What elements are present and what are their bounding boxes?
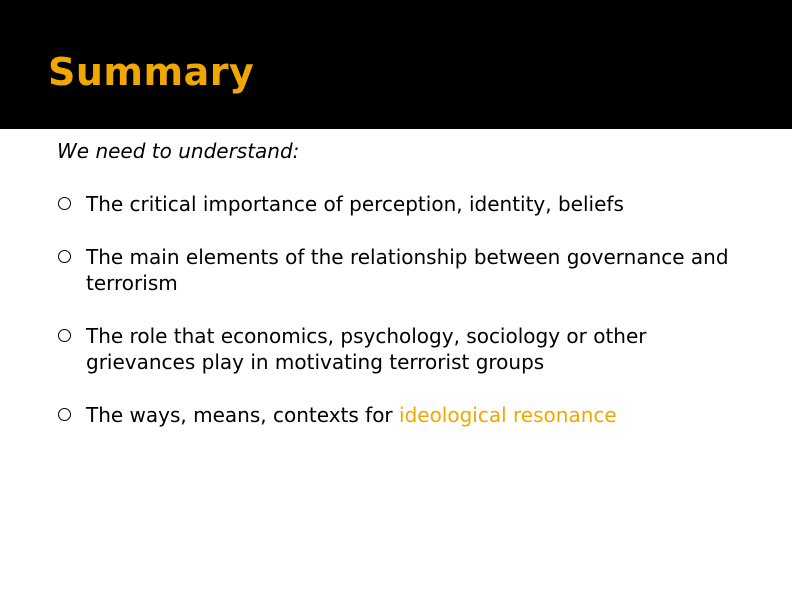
bullet-text: The main elements of the relationship between governance and terrorism	[86, 245, 729, 295]
hollow-circle-icon	[58, 329, 71, 342]
bullet-item	[57, 244, 757, 296]
bullet-text: The role that economics, psychology, sociology or other grievances play in motivating terrorist groups	[86, 324, 647, 374]
intro-text: We need to understand:	[57, 139, 300, 163]
hollow-circle-icon	[58, 197, 71, 210]
title-bar	[0, 0, 792, 129]
bullet-list	[57, 191, 757, 455]
bullet-item	[57, 323, 757, 375]
bullet-text: The critical importance of perception, identity, beliefs	[86, 192, 624, 216]
hollow-circle-icon	[58, 408, 71, 421]
slide-title: Summary	[48, 50, 255, 94]
bullet-text: The ways, means, contexts for	[86, 403, 400, 427]
highlighted-phrase: ideological resonance	[399, 403, 617, 427]
bullet-item	[57, 191, 757, 217]
bullet-item	[57, 402, 757, 428]
hollow-circle-icon	[58, 250, 71, 263]
